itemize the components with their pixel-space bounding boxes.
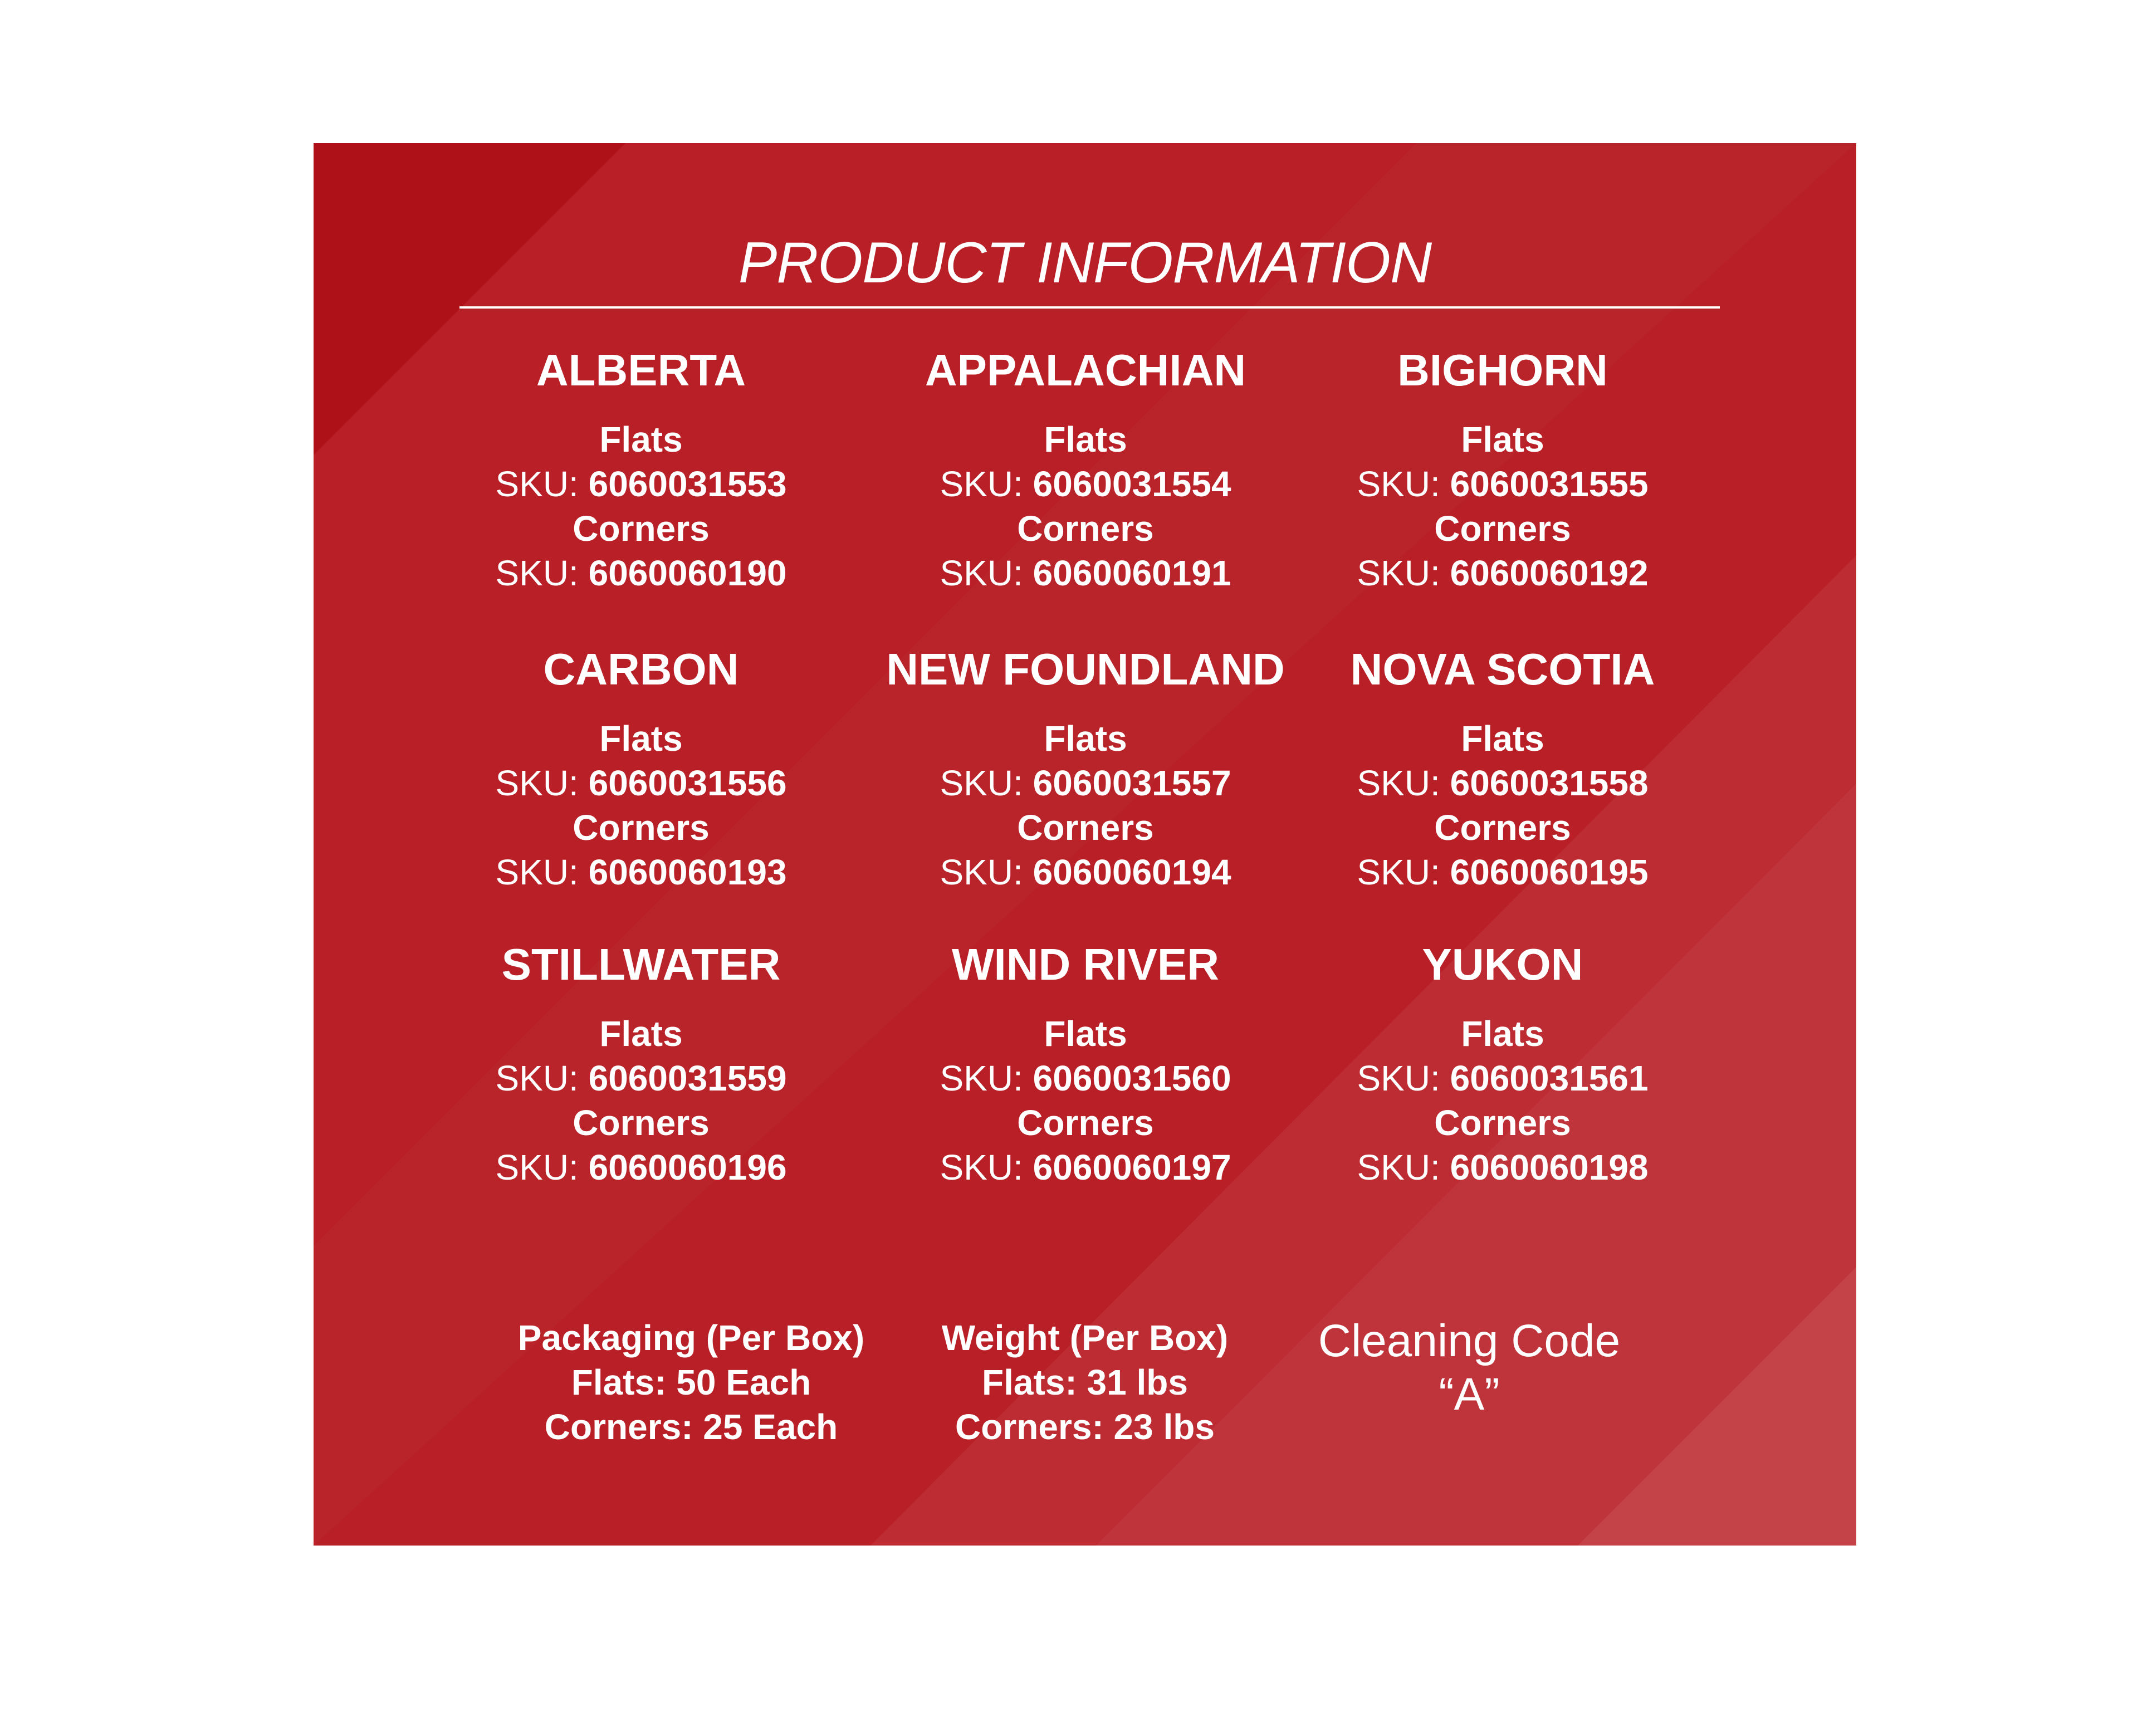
packaging-info — [468, 1316, 914, 1449]
product-name: ALBERTA — [536, 345, 746, 395]
corners-sku: SKU: 6060060192 — [1357, 553, 1649, 593]
corners-label: Corners — [1434, 808, 1571, 848]
corners-sku: SKU: 6060060196 — [495, 1147, 787, 1187]
corners-sku: SKU: 6060060195 — [1357, 852, 1649, 892]
corners-label: Corners — [1017, 1103, 1154, 1143]
product-name: WIND RIVER — [952, 940, 1219, 989]
flats-sku: SKU: 6060031556 — [495, 763, 787, 803]
packaging-flats: Flats: 50 Each — [571, 1362, 811, 1402]
product-name: NOVA SCOTIA — [1350, 644, 1655, 694]
flats-label: Flats — [599, 718, 683, 759]
corners-sku: SKU: 6060060193 — [495, 852, 787, 892]
product-wind-river — [863, 942, 1308, 1194]
flats-label: Flats — [1044, 1014, 1127, 1054]
flats-sku: SKU: 6060031554 — [940, 464, 1231, 504]
weight-info — [862, 1316, 1308, 1449]
flats-label: Flats — [1461, 718, 1544, 759]
flats-label: Flats — [1044, 718, 1127, 759]
corners-label: Corners — [1017, 808, 1154, 848]
product-name: CARBON — [543, 644, 739, 694]
product-info-panel — [314, 143, 1856, 1546]
flats-sku: SKU: 6060031561 — [1357, 1058, 1649, 1098]
flats-label: Flats — [1044, 419, 1127, 459]
flats-sku: SKU: 6060031553 — [495, 464, 787, 504]
product-carbon — [418, 644, 864, 899]
page-title: PRODUCT INFORMATION — [738, 231, 1432, 295]
corners-sku: SKU: 6060060197 — [940, 1147, 1231, 1187]
flats-sku: SKU: 6060031560 — [940, 1058, 1231, 1098]
weight-corners: Corners: 23 lbs — [955, 1407, 1215, 1447]
flats-sku: SKU: 6060031558 — [1357, 763, 1649, 803]
product-yukon — [1280, 942, 1725, 1194]
product-appalachian — [863, 345, 1308, 600]
product-name: BIGHORN — [1397, 345, 1608, 395]
product-bighorn — [1280, 345, 1725, 600]
flats-label: Flats — [1461, 1014, 1544, 1054]
corners-sku: SKU: 6060060191 — [940, 553, 1231, 593]
product-name: YUKON — [1422, 940, 1583, 989]
product-new-foundland — [863, 644, 1308, 899]
product-name: NEW FOUNDLAND — [886, 644, 1285, 694]
product-alberta — [418, 345, 864, 600]
product-stillwater — [418, 942, 864, 1194]
flats-sku: SKU: 6060031557 — [940, 763, 1231, 803]
corners-label: Corners — [573, 808, 710, 848]
flats-sku: SKU: 6060031555 — [1357, 464, 1649, 504]
corners-sku: SKU: 6060060190 — [495, 553, 787, 593]
flats-sku: SKU: 6060031559 — [495, 1058, 787, 1098]
packaging-heading: Packaging (Per Box) — [517, 1318, 865, 1358]
product-name: APPALACHIAN — [925, 345, 1246, 395]
product-name: STILLWATER — [501, 940, 781, 989]
flats-label: Flats — [599, 1014, 683, 1054]
weight-flats: Flats: 31 lbs — [982, 1362, 1188, 1402]
corners-sku: SKU: 6060060194 — [940, 852, 1231, 892]
corners-label: Corners — [1434, 1103, 1571, 1143]
corners-label: Corners — [1017, 508, 1154, 549]
corners-label: Corners — [573, 508, 710, 549]
corners-label: Corners — [1434, 508, 1571, 549]
flats-label: Flats — [1461, 419, 1544, 459]
title-divider — [459, 306, 1720, 309]
weight-heading: Weight (Per Box) — [941, 1318, 1229, 1358]
corners-sku: SKU: 6060060198 — [1357, 1147, 1649, 1187]
cleaning-code: “A” — [1439, 1369, 1500, 1420]
cleaning-code-info — [1246, 1314, 1692, 1421]
cleaning-heading: Cleaning Code — [1318, 1316, 1621, 1366]
corners-label: Corners — [573, 1103, 710, 1143]
packaging-corners: Corners: 25 Each — [544, 1407, 838, 1447]
product-nova-scotia — [1280, 644, 1725, 899]
flats-label: Flats — [599, 419, 683, 459]
